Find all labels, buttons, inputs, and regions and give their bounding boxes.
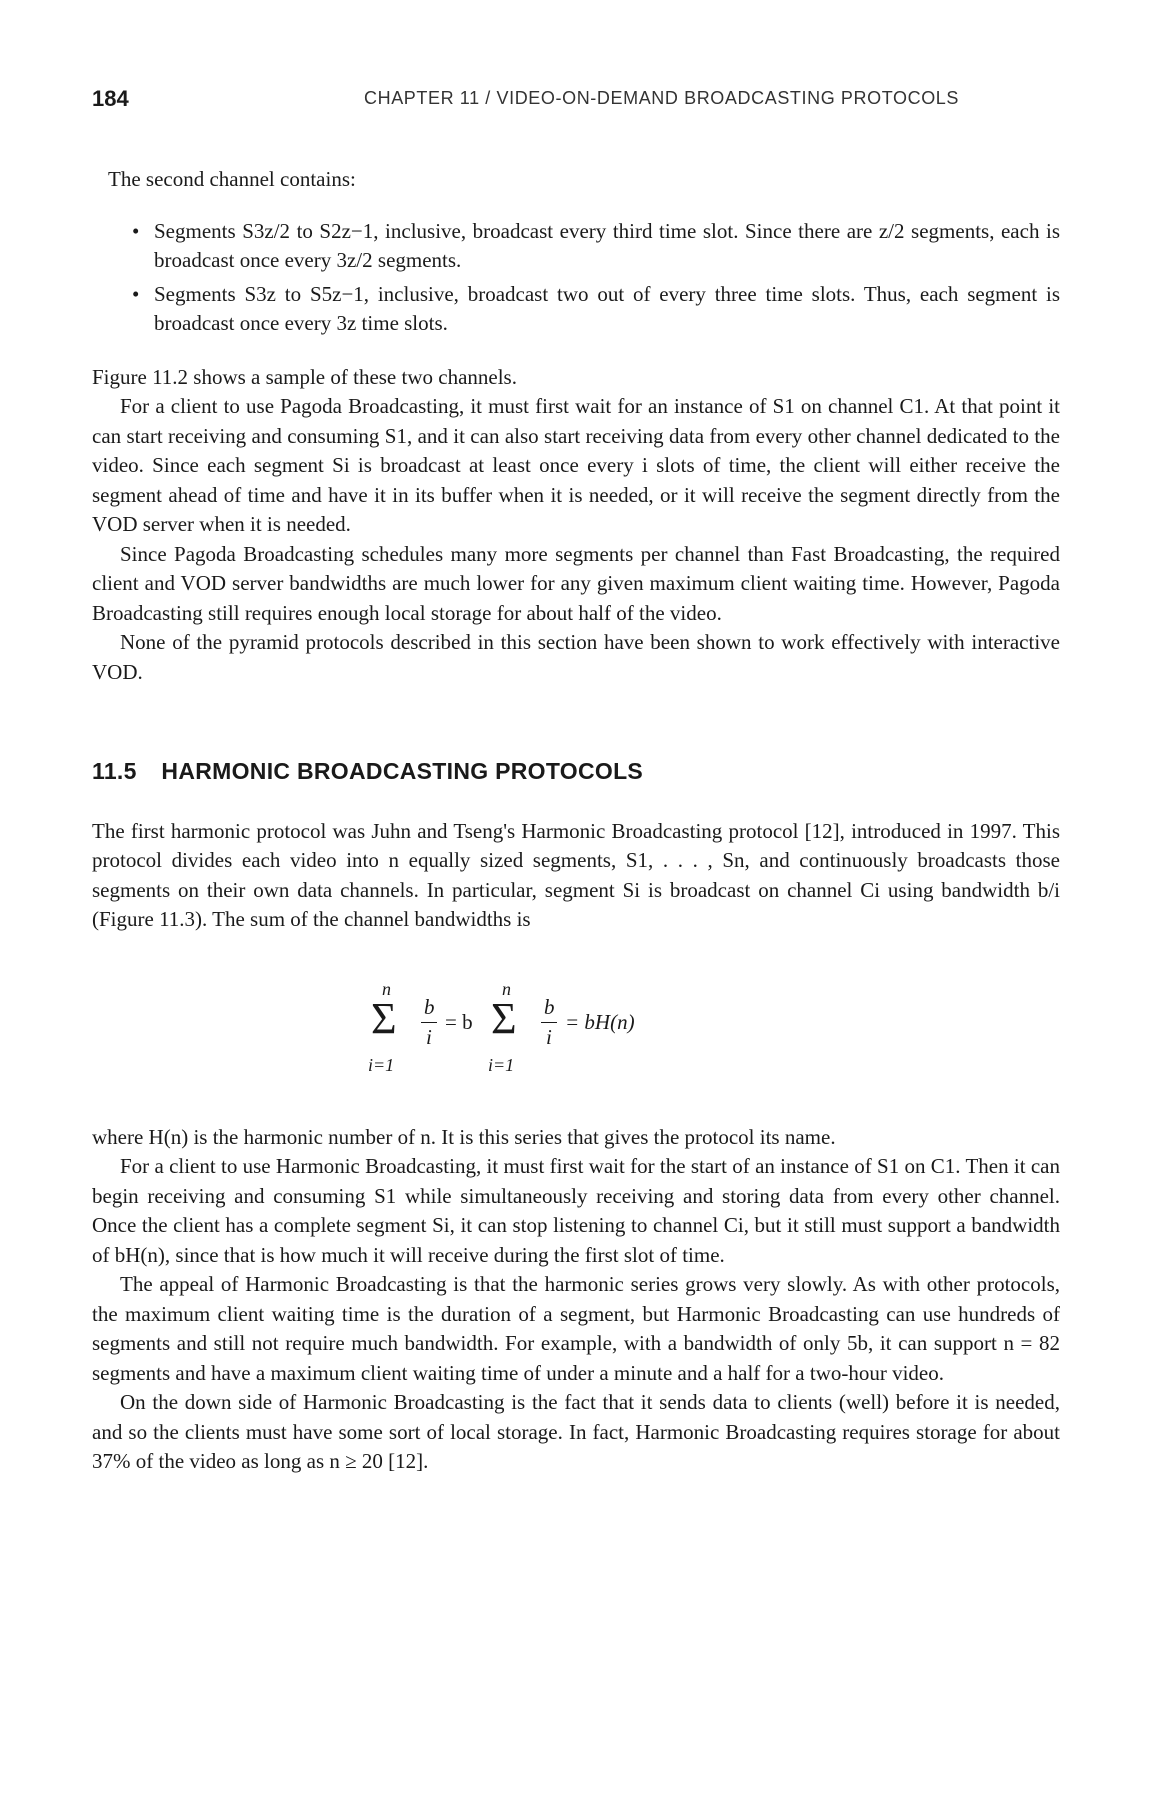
page-number: 184 bbox=[92, 86, 129, 111]
list-item-text: Segments S3z/2 to S2z−1, inclusive, broadcast every third time slot. Since there are z/2 segments, each is broadcast once every 3z/2 segments. bbox=[154, 218, 1060, 272]
running-head bbox=[92, 86, 1060, 116]
paragraph: For a client to use Pagoda Broadcasting, it must first wait for an instance of S1 on channel C1. At that point it can start receiving and consuming S1, and it can also start receiving data from every other channel dedicated to the video. Since each segment Si is broadcast at least once every i slots of time, the client will either receive the segment ahead of time and have it in its buffer when it is needed, or it will receive the segment directly from the VOD server when it is needed. bbox=[92, 394, 1060, 536]
paragraph: For a client to use Harmonic Broadcasting, it must first wait for the start of an instance of S1 on C1. Then it can begin receiving and consuming S1 while simultaneously receiving and storing data from every other channel. Once the client has a complete segment Si, it can stop listening to channel Ci, but it still must support a bandwidth of bH(n), since that is how much it will receive during the first slot of time. bbox=[92, 1154, 1060, 1267]
section-number: 11.5 bbox=[92, 758, 137, 784]
equals-bhn: = bH(n) bbox=[565, 1009, 635, 1034]
paragraph: Figure 11.2 shows a sample of these two channels. bbox=[92, 364, 517, 389]
list-item bbox=[92, 280, 1060, 339]
paragraph: The first harmonic protocol was Juhn and Tseng's Harmonic Broadcasting protocol [12], introduced in 1997. This protocol divides each video into n equally sized segments, S1, . . . , Sn, and continuously broadcasts those segments on their own data channels. In particular, segment Si is broadcast on channel Ci using bandwidth b/i (Figure 11.3). The sum of the channel bandwidths is bbox=[92, 818, 1060, 931]
bullet-dot-icon: • bbox=[132, 218, 140, 243]
fraction-numerator: b bbox=[424, 994, 435, 1019]
paragraph: Since Pagoda Broadcasting schedules many more segments per channel than Fast Broadcasting, the required client and VOD server bandwidths are much lower for any given maximum client waiting time. However, Pagoda Broadcasting still requires enough local storage for about half of the video. bbox=[92, 541, 1060, 625]
bullet-dot-icon: • bbox=[132, 281, 140, 306]
intro-line: The second channel contains: bbox=[108, 167, 356, 191]
paragraph: None of the pyramid protocols described in this section have been shown to work effectively with interactive VOD. bbox=[92, 630, 1060, 684]
paragraph: The appeal of Harmonic Broadcasting is that the harmonic series grows very slowly. As with other protocols, the maximum client waiting time is the duration of a segment, but Harmonic Broadcasting can use hundreds of segments and still not require much bandwidth. For example, with a bandwidth of only 5b, it can support n = 82 segments and have a maximum client waiting time of under a minute and a half for a two-hour video. bbox=[92, 1272, 1060, 1385]
chapter-title: CHAPTER 11 / VIDEO-ON-DEMAND BROADCASTING PROTOCOLS bbox=[364, 88, 960, 108]
list-item bbox=[92, 217, 1060, 276]
segment-list bbox=[92, 217, 1060, 339]
sum-lower-limit: i=1 bbox=[488, 1054, 515, 1075]
fraction-denominator: i bbox=[426, 1024, 432, 1049]
sum-upper-limit: n bbox=[382, 978, 391, 999]
page-body bbox=[92, 165, 1060, 1477]
section-heading bbox=[92, 757, 1060, 787]
sum-upper-limit: n bbox=[502, 978, 511, 999]
list-item-text: Segments S3z to S5z−1, inclusive, broadcast two out of every three time slots. Thus, each segment is broadcast once every 3z time slots. bbox=[154, 281, 1060, 335]
harmonic-sum-equation bbox=[92, 975, 1060, 1087]
sum-lower-limit: i=1 bbox=[368, 1054, 395, 1075]
sigma-symbol: Σ bbox=[371, 993, 397, 1043]
paragraph: where H(n) is the harmonic number of n. It is this series that gives the protocol its name. bbox=[92, 1124, 836, 1149]
fraction-numerator: b bbox=[544, 994, 555, 1019]
fraction-denominator: i bbox=[546, 1024, 552, 1049]
paragraph: On the down side of Harmonic Broadcasting is the fact that it sends data to clients (well) before it is needed, and so the clients must have some sort of local storage. In fact, Harmonic Broadcasting requires storage for about 37% of the video as long as n ≥ 20 [12]. bbox=[92, 1390, 1060, 1473]
equals-b: = b bbox=[445, 1009, 473, 1034]
section-title: HARMONIC BROADCASTING PROTOCOLS bbox=[161, 758, 644, 784]
sigma-symbol: Σ bbox=[491, 993, 517, 1043]
